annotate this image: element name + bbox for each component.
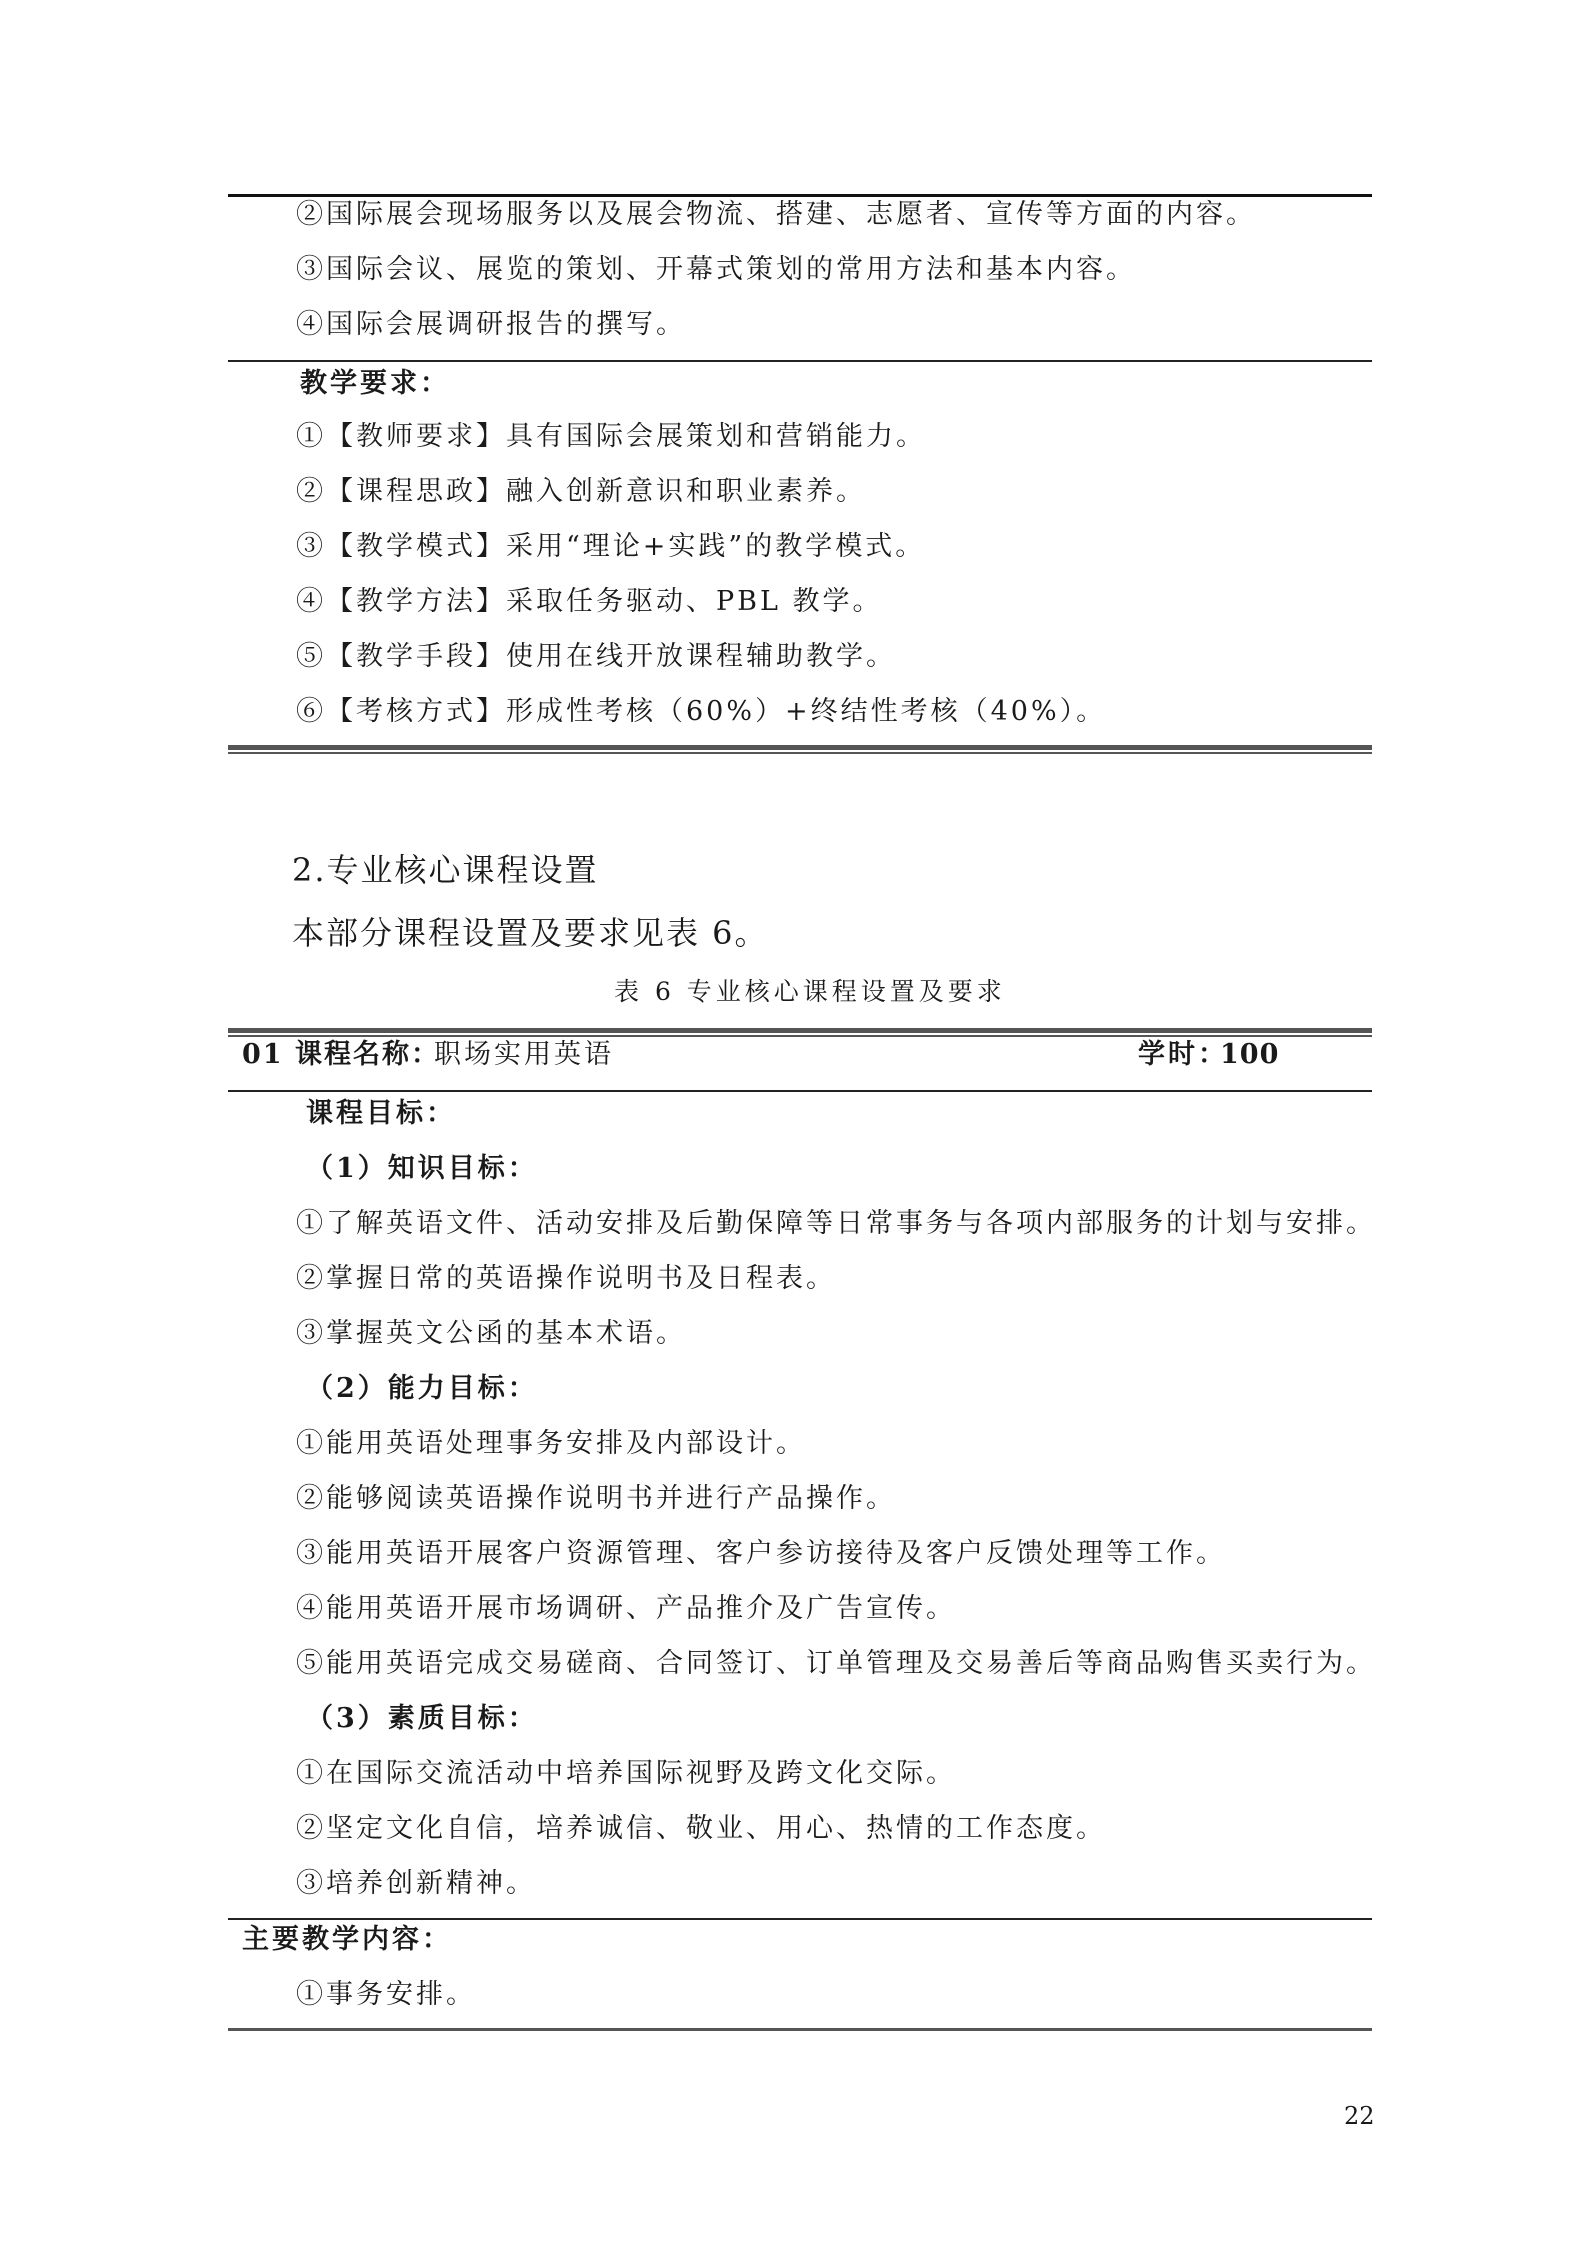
course-table-top-rule <box>228 1028 1372 1037</box>
content-item: ②国际展会现场服务以及展会物流、搭建、志愿者、宣传等方面的内容。 <box>296 199 1256 230</box>
course-name-label: 01 课程名称： <box>242 1039 440 1070</box>
content-item: ①事务安排。 <box>296 1979 476 2010</box>
ability-goal-item: ③能用英语开展客户资源管理、客户参访接待及客户反馈处理等工作。 <box>296 1538 1226 1569</box>
ability-goals-label: （2）能力目标： <box>306 1373 538 1404</box>
requirement-item: ④【教学方法】采取任务驱动、PBL 教学。 <box>296 586 883 617</box>
table-bottom-rule <box>228 745 1372 754</box>
section-divider <box>228 360 1372 362</box>
table-top-rule <box>228 194 1372 197</box>
knowledge-goal-item: ①了解英语文件、活动安排及后勤保障等日常事务与各项内部服务的计划与安排。 <box>296 1208 1376 1239</box>
requirement-item: ⑤【教学手段】使用在线开放课程辅助教学。 <box>296 641 896 672</box>
course-table-bottom-rule <box>228 2028 1372 2031</box>
knowledge-goal-item: ③掌握英文公函的基本术语。 <box>296 1318 686 1349</box>
course-hours-label: 学时： <box>1138 1039 1228 1070</box>
requirements-label: 教学要求： <box>300 368 450 399</box>
course-hours: 100 <box>1220 1039 1280 1070</box>
quality-goal-item: ②坚定文化自信，培养诚信、敬业、用心、热情的工作态度。 <box>296 1813 1106 1844</box>
quality-goal-item: ①在国际交流活动中培养国际视野及跨文化交际。 <box>296 1758 956 1789</box>
course-header-divider <box>228 1090 1372 1092</box>
content-item: ③国际会议、展览的策划、开幕式策划的常用方法和基本内容。 <box>296 254 1136 285</box>
knowledge-goals-label: （1）知识目标： <box>306 1153 538 1184</box>
quality-goals-label: （3）素质目标： <box>306 1703 538 1734</box>
knowledge-goal-item: ②掌握日常的英语操作说明书及日程表。 <box>296 1263 836 1294</box>
course-name: 职场实用英语 <box>434 1039 614 1070</box>
requirement-item: ②【课程思政】融入创新意识和职业素养。 <box>296 476 866 507</box>
content-item: ④国际会展调研报告的撰写。 <box>296 309 686 340</box>
goals-label: 课程目标： <box>306 1098 456 1129</box>
section-intro: 本部分课程设置及要求见表 6。 <box>292 914 769 952</box>
content-divider <box>228 1918 1372 1920</box>
quality-goal-item: ③培养创新精神。 <box>296 1868 536 1899</box>
ability-goal-item: ⑤能用英语完成交易磋商、合同签订、订单管理及交易善后等商品购售买卖行为。 <box>296 1648 1376 1679</box>
requirement-item: ③【教学模式】采用“理论+实践”的教学模式。 <box>296 531 926 562</box>
requirement-item: ⑥【考核方式】形成性考核（60%）+终结性考核（40%）。 <box>296 696 1107 727</box>
table-caption: 表 6 专业核心课程设置及要求 <box>614 977 1006 1006</box>
content-label: 主要教学内容： <box>242 1924 452 1955</box>
requirement-item: ①【教师要求】具有国际会展策划和营销能力。 <box>296 421 926 452</box>
ability-goal-item: ②能够阅读英语操作说明书并进行产品操作。 <box>296 1483 896 1514</box>
section-heading: 2.专业核心课程设置 <box>292 851 599 889</box>
ability-goal-item: ④能用英语开展市场调研、产品推介及广告宣传。 <box>296 1593 956 1624</box>
page-number: 22 <box>1344 2102 1375 2130</box>
ability-goal-item: ①能用英语处理事务安排及内部设计。 <box>296 1428 806 1459</box>
